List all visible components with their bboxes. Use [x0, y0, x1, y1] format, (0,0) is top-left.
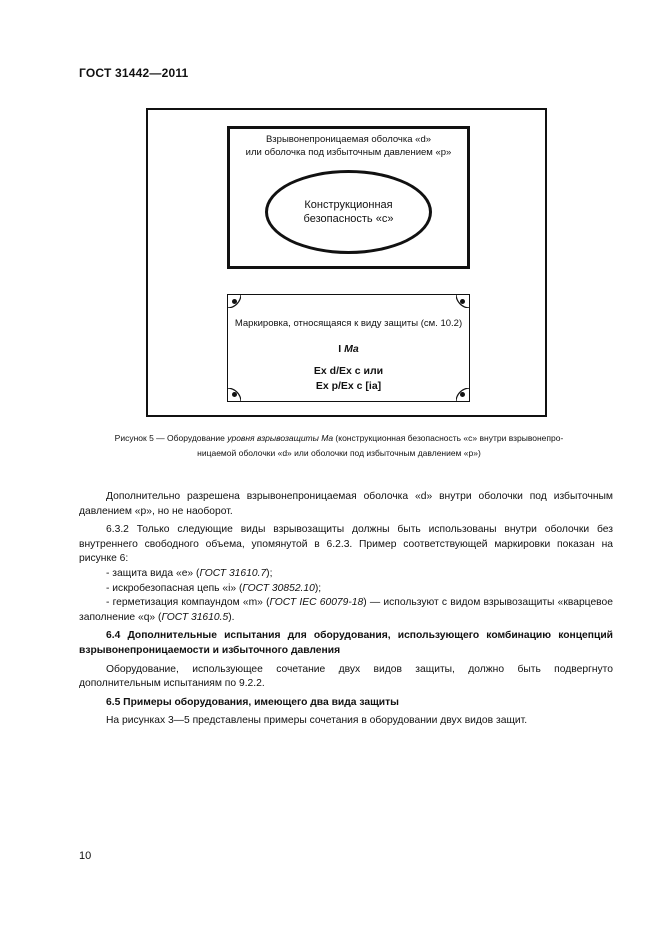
list-item: - герметизация компаундом «m» (ГОСТ IEC 60079-18) — используют с видом взрывозащиты «кварцевое заполнение «q» (ГОСТ 31610.5).: [79, 597, 613, 623]
plate-code-line1: Ex d/Ex c или: [313, 365, 384, 377]
oval-label: [265, 198, 432, 226]
section-6-5-heading: 6.5 Примеры оборудования, имеющего два вида защиты: [106, 696, 399, 708]
body-text: [79, 490, 613, 729]
enclosure-label-line2: или оболочка под избыточным давлением «р»: [245, 147, 452, 158]
screw-icon: [232, 299, 237, 304]
plate-level-prefix: I: [338, 343, 342, 355]
section-6-4-heading: 6.4 Дополнительные испытания для оборудования, использующего комбинацию концепций взрывонепроницаемости и избыточного давления: [79, 630, 613, 656]
page-number: 10: [79, 850, 92, 862]
plate-codes: [227, 364, 470, 394]
enclosure-label-line1: Взрывонепроницаемая оболочка «d»: [265, 134, 432, 145]
caption-italic: уровня взрывозащиты Ma: [227, 433, 334, 443]
figure-caption: [79, 431, 599, 461]
enclosure-label: [227, 133, 470, 159]
paragraph-6-5: На рисунках 3—5 представлены примеры сочетания в оборудовании двух видов защит.: [106, 715, 528, 727]
oval-label-line2: безопасность «с»: [303, 213, 394, 225]
oval-label-line1: Конструкционная: [304, 199, 393, 211]
caption-suffix: (конструкционная безопасность «с» внутри взрывонепро-: [333, 433, 564, 443]
plate-marking-label: Маркировка, относящаяся к виду защиты (см. 10.2): [234, 318, 463, 329]
plate-level-italic: Ma: [344, 343, 359, 355]
list-item: - защита вида «е» (ГОСТ 31610.7);: [106, 567, 273, 579]
document-header: ГОСТ 31442—2011: [79, 66, 189, 80]
plate-level: [227, 343, 470, 355]
paragraph-1: Дополнительно разрешена взрывонепроницаемая оболочка «d» внутри оболочки под избыточным давлением «р», но не наоборот.: [79, 491, 613, 517]
list-item: - искробезопасная цепь «i» (ГОСТ 30852.10);: [106, 582, 322, 594]
paragraph-6-3-2: 6.3.2 Только следующие виды взрывозащиты должны быть использованы внутри оболочки без внутреннего свободного объема, упомянутой в 6.2.3. Пример соответствующей маркировки показан на рисунке 6:: [79, 524, 613, 565]
paragraph-6-4: Оборудование, использующее сочетание двух видов защиты, должно быть подвергнуто дополнительным испытаниям по 9.2.2.: [79, 663, 613, 690]
caption-prefix: Рисунок 5 — Оборудование: [114, 433, 228, 443]
plate-code-line2: Ex p/Ex c [ia]: [315, 380, 382, 392]
caption-line2: ницаемой оболочки «d» или оболочки под избыточным давлением «р»): [197, 448, 481, 458]
screw-icon: [460, 299, 465, 304]
